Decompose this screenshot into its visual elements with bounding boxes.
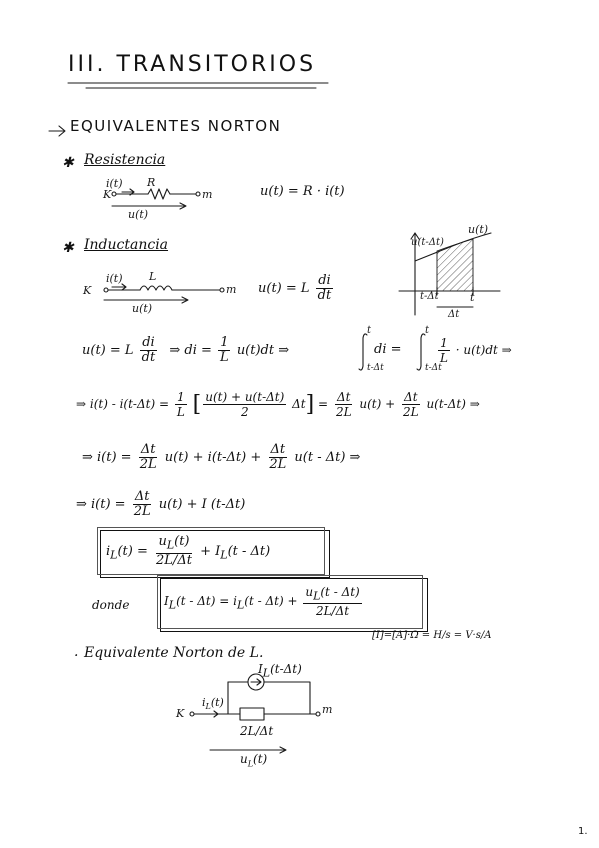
norton-node-k: K [176,707,185,720]
integral-1-upper: t [367,325,372,336]
subheading-norton: Equivalente Norton de L. [84,645,264,661]
page-number: 1. [578,826,588,837]
bullet-icon: · [74,648,79,664]
integral-2-lower: t-Δt [425,363,442,373]
inductor-eq-lhs: u(t) = L [258,281,310,296]
subheading-resistencia: Resistencia [84,152,166,168]
title-underline [66,80,331,92]
norton-voltage-label: $u_L(t)$ [240,752,268,769]
derivation-line-2: ⇒ i(t) - i(t-Δt) = $\frac{1}{L}$ [ $\frac{u(t) + u(t-\Delta t)}{2}$ Δt] = $\frac{\Delta t}{2L}$ u(t) + $\frac{\Delta t}{2L}$ u(t-Δt) ⇒ [76,390,480,419]
section-arrow-icon [48,124,68,138]
inductor-eq-den: dt [317,288,332,303]
plot-tick-left: t-Δt [420,291,439,302]
inductor-equation [258,274,335,303]
resistor-symbol [148,189,170,199]
derivation-line-4: ⇒ i(t) = $\frac{\Delta t}{2L}$ u(t) + I (t-Δt) [76,489,246,519]
resistor-node-m: m [202,188,213,201]
plot-point-label: u(t-Δt) [411,237,444,248]
inductor-voltage-label: u(t) [132,302,153,315]
subheading-inductancia: Inductancia [84,237,169,253]
resistor-equation: u(t) = R · i(t) [260,184,345,199]
norton-node-m: m [322,703,333,716]
boxed-result-source-eq: $I_L(t - \Delta t) = i_L(t - \Delta t)$ + $\frac{u_L(t - \Delta t)}{2L/\Delta t}$ [164,585,360,619]
norton-resistor-label: 2L/Δt [240,724,274,738]
plot-span-label: Δt [448,309,460,320]
integral-2-body: $\frac{1}{L}$ · u(t)dt ⇒ [440,336,512,365]
inductor-node-m: m [226,283,237,296]
resistor-voltage-label: u(t) [128,208,149,221]
resistor-element-label: R [147,176,156,189]
inductor-eq-num: di [318,273,331,288]
integral-1-body: di = [374,342,402,357]
norton-branch-current: $i_L(t)$ [202,696,224,712]
norton-source-label: $I_L(t-\Delta t)$ [258,662,302,680]
derivation-line-1: u(t) = L $\frac{di}{dt}$ ⇒ di = $\frac{1}{L}$ u(t)dt ⇒ [82,335,290,365]
integral-1-lower: t-Δt [367,363,384,373]
inductor-node-k: K [83,284,92,297]
asterisk-icon: ✱ [62,155,74,171]
integral-2-upper: t [425,325,430,336]
resistor-current-label: i(t) [106,177,123,190]
boxed-result-current-eq: $i_L(t)$ = $\frac{u_L(t)}{2L/\Delta t}$ + $I_L(t - \Delta t)$ [106,534,271,568]
asterisk-icon: ✱ [62,240,74,256]
norton-resistor-symbol [240,708,264,720]
inductor-current-label: i(t) [106,272,123,285]
inductor-element-label: L [149,270,157,283]
section-heading: EQUIVALENTES NORTON [70,117,282,135]
derivation-line-3: ⇒ i(t) = $\frac{\Delta t}{2L}$ u(t) + i(t-Δt) + $\frac{\Delta t}{2L}$ u(t - Δt) ⇒ [82,442,361,472]
resistor-node-k: K [103,188,112,201]
inductor-coil-symbol [140,286,172,290]
plot-curve-label: u(t) [468,223,489,236]
plot-tick-right: t [470,291,475,304]
donde-label: donde [92,598,130,612]
page-title: III. TRANSITORIOS [68,52,317,77]
units-side-note: [I]=[A]·Ω = H/s = V·s/A [372,630,492,641]
